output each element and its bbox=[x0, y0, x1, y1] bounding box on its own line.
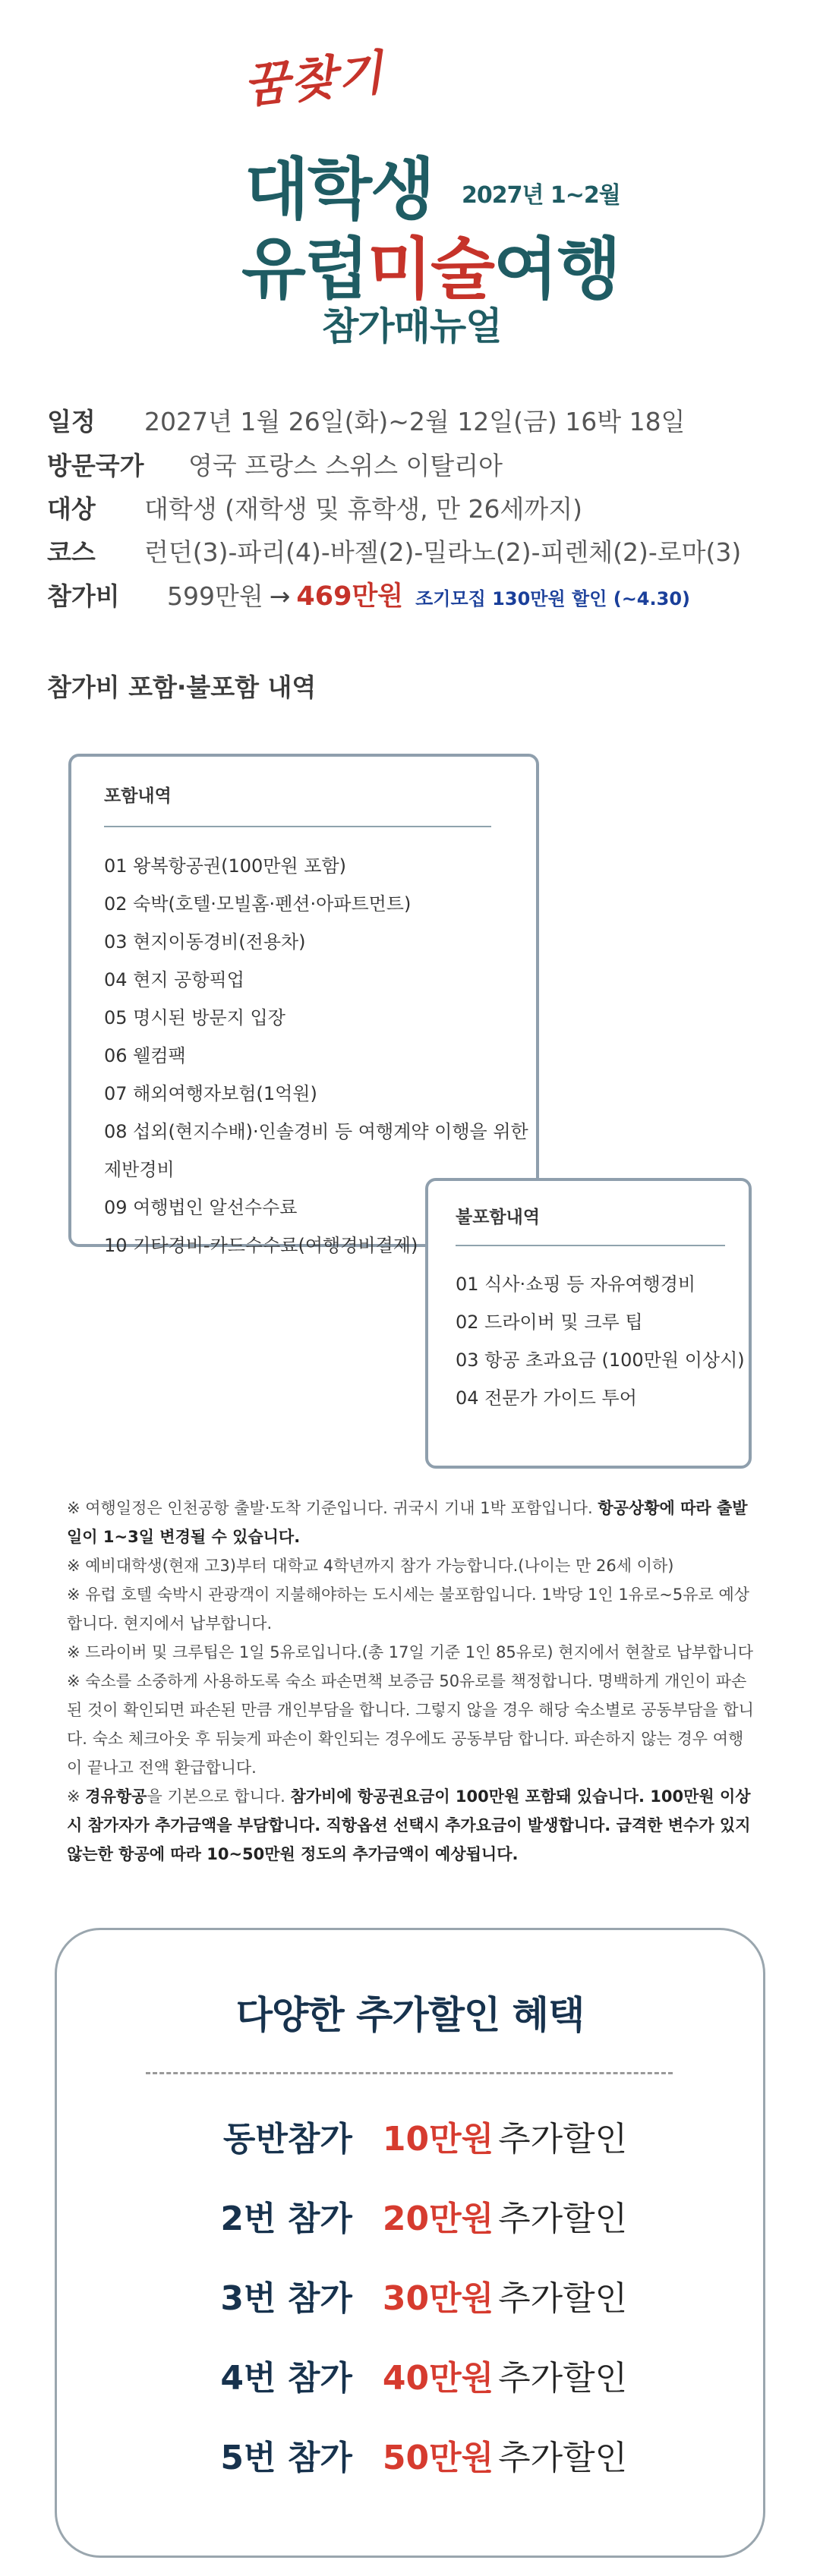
course-label: 코스 bbox=[47, 537, 96, 567]
discount-title: 다양한 추가할인 혜택 bbox=[235, 1993, 585, 2037]
discount-amount: 20만원 bbox=[382, 2200, 494, 2238]
section-title: 참가비 포함·불포함 내역 bbox=[47, 672, 317, 702]
note-item: ※ 숙소를 소중하게 사용하도록 숙소 파손면책 보증금 50유로를 책정합니다. 명백하게 개인이 파손된 것이 확인되면 파손된 만큼 개인부담을 합니다. 그렇지 않을 경우 해당 숙소별로 공동부담을 합니다. 숙소 체크아웃 후 뒤늦게 파손이 확인되는 경우에도 공동부담 합니다. 파손하지 않는 경우 여행이 끝나고 전액 환급합니다. bbox=[67, 1672, 754, 1777]
info-schedule bbox=[47, 402, 685, 438]
discount-row bbox=[0, 2112, 820, 2160]
title-travel: 여행 bbox=[494, 230, 620, 308]
included-item: 07 해외여행자보험(1억원) bbox=[104, 1083, 317, 1104]
fee-label: 참가비 bbox=[47, 581, 120, 611]
subtitle: 참가매뉴얼 bbox=[322, 304, 502, 348]
schedule-label: 일정 bbox=[47, 407, 96, 436]
included-title: 포함내역 bbox=[104, 786, 172, 806]
included-item: 08 섭외(현지수배)·인솔경비 등 여행계약 이행을 위한 bbox=[104, 1121, 528, 1142]
included-item: 05 명시된 방문지 입장 bbox=[104, 1007, 285, 1028]
target-label: 대상 bbox=[47, 494, 96, 524]
discount-amount: 40만원 bbox=[382, 2359, 494, 2398]
discount-suffix: 추가할인 bbox=[498, 2279, 628, 2318]
excluded-item: 02 드라이버 및 크루 팁 bbox=[456, 1312, 643, 1333]
target-value: 대학생 (재학생 및 휴학생, 만 26세까지) bbox=[144, 494, 582, 524]
discount-row bbox=[0, 2430, 820, 2479]
note-text: 을 기본으로 합니다. bbox=[147, 1787, 291, 1806]
note-emphasis: 경유항공 bbox=[85, 1787, 147, 1806]
excluded-divider bbox=[456, 1245, 725, 1246]
excluded-title: 불포함내역 bbox=[456, 1208, 541, 1227]
included-item: 01 왕복항공권(100만원 포함) bbox=[104, 855, 346, 877]
title-art: 미술 bbox=[367, 230, 494, 308]
notes bbox=[67, 1494, 755, 1869]
discount-amount: 50만원 bbox=[382, 2439, 494, 2477]
early-discount: 조기모집 130만원 할인 (~4.30) bbox=[415, 588, 690, 609]
discount-who: 4번 참가 bbox=[220, 2359, 352, 2398]
note-emphasis: 항공상황에 따라 출발일이 1~3일 변경될 수 있습니다. bbox=[67, 1499, 748, 1546]
excluded-item: 03 항공 초과요금 (100만원 이상시) bbox=[456, 1349, 745, 1371]
discount-who: 2번 참가 bbox=[220, 2200, 352, 2238]
fee-new-price: 469만원 bbox=[296, 581, 404, 612]
included-item: 10 기타경비-카드수수료(여행경비결제) bbox=[104, 1235, 418, 1256]
script-title: 꿈찾기 bbox=[241, 44, 387, 115]
discount-row bbox=[0, 2271, 820, 2319]
note-item bbox=[67, 1782, 755, 1869]
discount-suffix: 추가할인 bbox=[498, 2359, 628, 2398]
year-label: 2027년 1~2월 bbox=[462, 182, 620, 209]
note-item: ※ 유럽 호텔 숙박시 관광객이 지불해야하는 도시세는 불포함입니다. 1박당 1인 1유로~5유로 예상합니다. 현지에서 납부합니다. bbox=[67, 1586, 750, 1633]
title-line-1: 대학생 bbox=[244, 150, 434, 228]
discount-suffix: 추가할인 bbox=[498, 2439, 628, 2477]
note-item bbox=[67, 1494, 755, 1551]
included-item: 09 여행법인 알선수수료 bbox=[104, 1197, 298, 1218]
course-value: 런던(3)-파리(4)-바젤(2)-밀라노(2)-피렌체(2)-로마(3) bbox=[144, 537, 742, 567]
discount-suffix: 추가할인 bbox=[498, 2200, 628, 2238]
included-item: 02 숙박(호텔·모빌홈·펜션·아파트먼트) bbox=[104, 893, 412, 915]
note-item: ※ 예비대학생(현재 고3)부터 대학교 4학년까지 참가 가능합니다.(나이는 만 26세 이하) bbox=[67, 1557, 674, 1575]
excluded-item: 04 전문가 가이드 투어 bbox=[456, 1387, 637, 1409]
schedule-value: 2027년 1월 26일(화)~2월 12일(금) 16박 18일 bbox=[144, 407, 686, 436]
discount-who: 동반참가 bbox=[222, 2120, 352, 2159]
info-countries bbox=[47, 446, 503, 482]
discount-amount: 30만원 bbox=[382, 2279, 494, 2318]
note-text: ※ bbox=[67, 1787, 86, 1806]
included-item: 03 현지이동경비(전용차) bbox=[104, 931, 306, 953]
discount-who: 3번 참가 bbox=[220, 2279, 352, 2318]
note-emphasis: 참가비에 항공권요금이 100만원 포함돼 있습니다. 100만원 이상시 참가자가 추가금액을 부담합니다. 직항옵션 선택시 추가요금이 발생합니다. 급격한 변수가 있지 않는한 항공에 따라 10~50만원 정도의 추가금액이 예상됩니다. bbox=[67, 1787, 751, 1863]
fee-arrow: → bbox=[269, 581, 291, 611]
discount-row bbox=[0, 2351, 820, 2399]
discount-divider bbox=[146, 2072, 673, 2074]
included-item: 06 웰컴팩 bbox=[104, 1045, 186, 1066]
title-europe: 유럽 bbox=[241, 230, 368, 308]
info-course bbox=[47, 533, 741, 568]
countries-label: 방문국가 bbox=[47, 451, 144, 480]
discount-row bbox=[0, 2191, 820, 2240]
included-divider bbox=[104, 826, 491, 827]
note-item: ※ 드라이버 및 크루팁은 1일 5유로입니다.(총 17일 기준 1인 85유로) 현지에서 현찰로 납부합니다 bbox=[67, 1643, 754, 1661]
info-target bbox=[47, 490, 582, 525]
excluded-item: 01 식사·쇼핑 등 자유여행경비 bbox=[456, 1274, 696, 1295]
discount-who: 5번 참가 bbox=[220, 2439, 352, 2477]
fee-old-price: 599만원 bbox=[167, 581, 263, 611]
discount-amount: 10만원 bbox=[382, 2120, 494, 2159]
discount-suffix: 추가할인 bbox=[498, 2120, 628, 2159]
info-fee bbox=[47, 575, 690, 613]
note-text: ※ 여행일정은 인천공항 출발·도착 기준입니다. 귀국시 기내 1박 포함입니다. bbox=[67, 1499, 598, 1517]
countries-value: 영국 프랑스 스위스 이탈리아 bbox=[188, 451, 503, 480]
included-item: 제반경비 bbox=[104, 1159, 175, 1180]
included-item: 04 현지 공항픽업 bbox=[104, 969, 244, 990]
